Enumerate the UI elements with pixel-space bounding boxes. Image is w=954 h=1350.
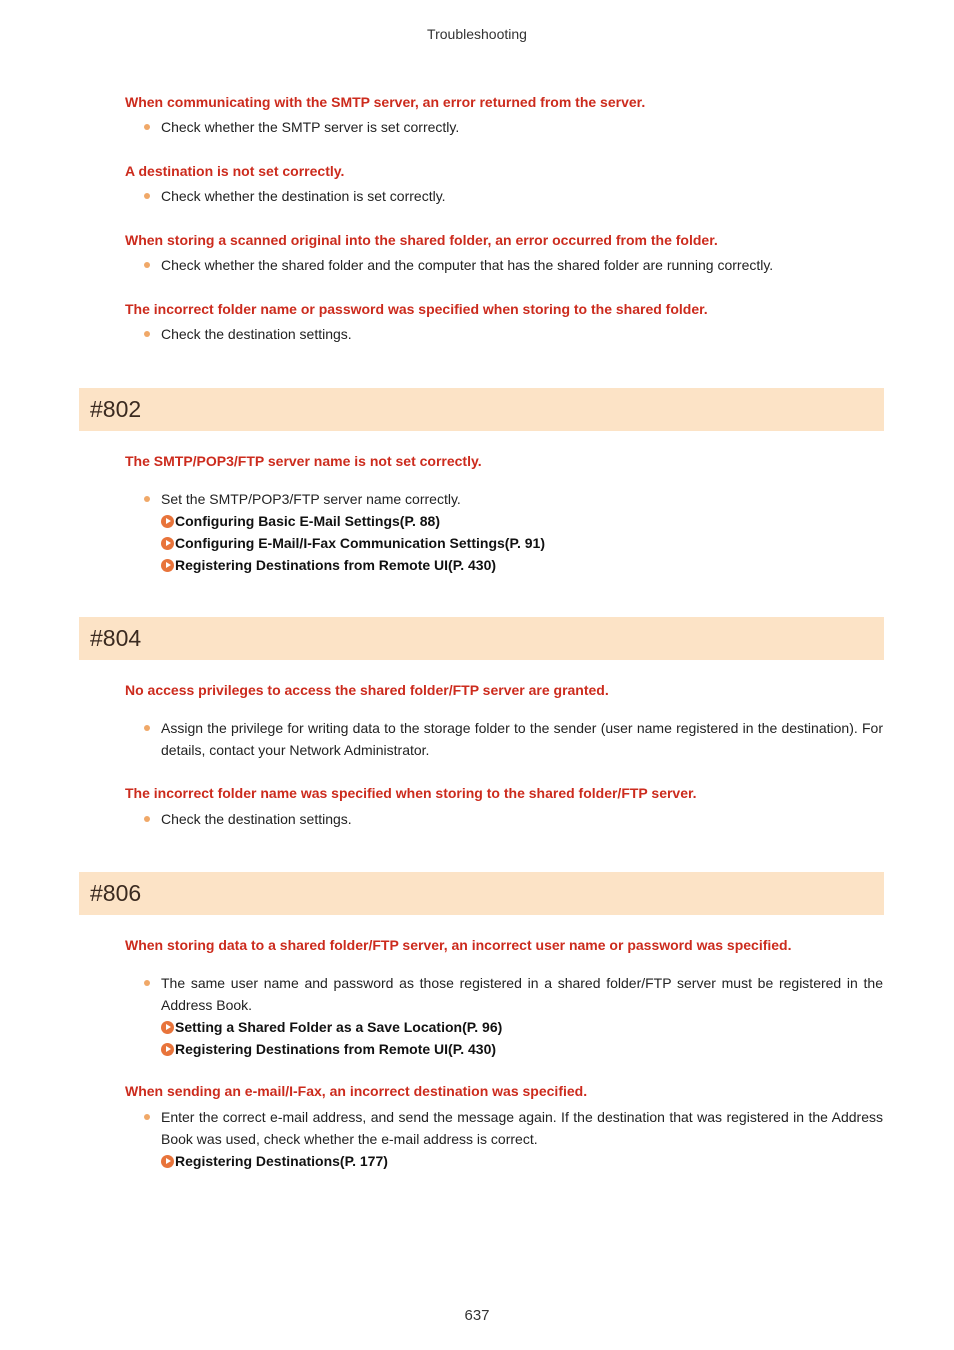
arrow-right-icon <box>161 515 174 528</box>
bullet-icon <box>144 1114 150 1120</box>
reference-link[interactable] <box>161 532 883 554</box>
error-heading: When communicating with the SMTP server, an error returned from the server. <box>125 94 646 110</box>
error-heading: The incorrect folder name was specified when storing to the shared folder/FTP server. <box>125 785 697 801</box>
arrow-right-icon <box>161 1155 174 1168</box>
error-heading: A destination is not set correctly. <box>125 163 345 179</box>
error-heading: No access privileges to access the shared folder/FTP server are granted. <box>125 682 609 698</box>
list-item <box>161 717 883 761</box>
reference-link[interactable] <box>161 1016 883 1038</box>
error-heading: When storing a scanned original into the shared folder, an error occurred from the folder. <box>125 232 718 248</box>
list-item-text: The same user name and password as those registered in a shared folder/FTP server must be registered in the Address Book. <box>161 975 883 1013</box>
error-code-band <box>79 617 884 660</box>
list-item-text: Assign the privilege for writing data to the storage folder to the sender (user name registered in the destination). For details, contact your Network Administrator. <box>161 720 883 758</box>
reference-link-label: Registering Destinations from Remote UI(P. 430) <box>175 557 497 573</box>
reference-link[interactable] <box>161 1150 883 1172</box>
error-code-title: #806 <box>90 880 142 906</box>
page-header-title: Troubleshooting <box>427 26 527 42</box>
error-heading: When sending an e-mail/I-Fax, an incorrect destination was specified. <box>125 1083 588 1099</box>
bullet-icon <box>144 816 150 822</box>
list-item-text: Check the destination settings. <box>161 326 352 342</box>
list-item-text: Check the destination settings. <box>161 811 352 827</box>
reference-link-label: Registering Destinations from Remote UI(P. 430) <box>175 1041 497 1057</box>
error-code-title: #802 <box>90 396 142 422</box>
reference-link[interactable] <box>161 554 883 576</box>
list-item-text: Enter the correct e-mail address, and send the message again. If the destination that was registered in the Address Book was used, check whether the e-mail address is correct. <box>161 1109 883 1147</box>
list-item <box>161 323 883 345</box>
list-item <box>161 116 883 138</box>
list-item <box>161 1106 883 1172</box>
list-item <box>161 972 883 1060</box>
bullet-icon <box>144 980 150 986</box>
error-heading: The incorrect folder name or password was specified when storing to the shared folder. <box>125 301 708 317</box>
bullet-icon <box>144 262 150 268</box>
reference-link-label: Setting a Shared Folder as a Save Location(P. 96) <box>175 1019 503 1035</box>
reference-link[interactable] <box>161 510 883 532</box>
reference-link[interactable] <box>161 1038 883 1060</box>
bullet-icon <box>144 496 150 502</box>
arrow-right-icon <box>161 537 174 550</box>
error-code-band <box>79 872 884 915</box>
list-item <box>161 808 883 830</box>
bullet-icon <box>144 124 150 130</box>
reference-link-label: Configuring E-Mail/I-Fax Communication Settings(P. 91) <box>175 535 545 551</box>
bullet-icon <box>144 331 150 337</box>
list-item <box>161 488 883 576</box>
arrow-right-icon <box>161 559 174 572</box>
reference-link-label: Registering Destinations(P. 177) <box>175 1153 388 1169</box>
list-item-text: Check whether the shared folder and the computer that has the shared folder are running correctly. <box>161 257 774 273</box>
bullet-icon <box>144 193 150 199</box>
list-item <box>161 254 883 276</box>
bullet-icon <box>144 725 150 731</box>
error-heading: The SMTP/POP3/FTP server name is not set correctly. <box>125 453 482 469</box>
list-item-text: Set the SMTP/POP3/FTP server name correctly. <box>161 491 461 507</box>
page-number: 637 <box>464 1307 490 1324</box>
arrow-right-icon <box>161 1043 174 1056</box>
list-item-text: Check whether the destination is set correctly. <box>161 188 446 204</box>
list-item <box>161 185 883 207</box>
list-item-text: Check whether the SMTP server is set correctly. <box>161 119 460 135</box>
arrow-right-icon <box>161 1021 174 1034</box>
error-heading: When storing data to a shared folder/FTP server, an incorrect user name or password was specified. <box>125 937 792 953</box>
error-code-title: #804 <box>90 625 142 651</box>
reference-link-label: Configuring Basic E-Mail Settings(P. 88) <box>175 513 441 529</box>
error-code-band <box>79 388 884 431</box>
